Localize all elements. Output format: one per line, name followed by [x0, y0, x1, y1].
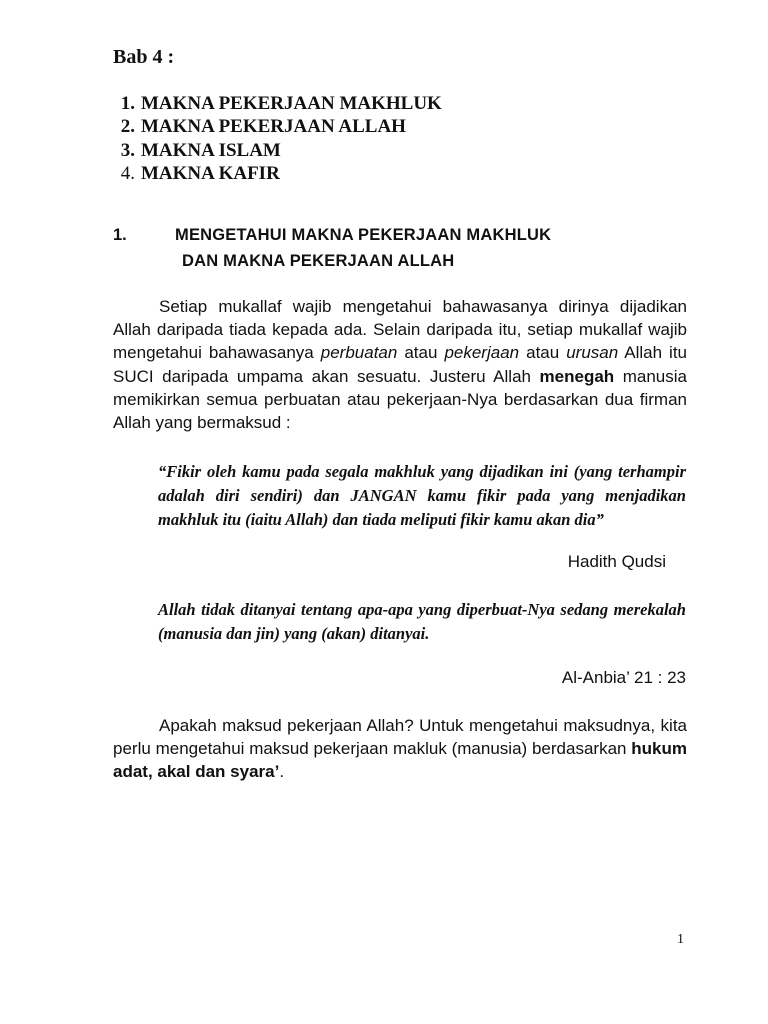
emphasis-text: perbuatan	[320, 343, 398, 363]
text-run: Apakah maksud pekerjaan Allah? Untuk mengetahui maksudnya, kita perlu mengetahui maksud pekerjaan makluk (manusia) berdasarkan	[113, 716, 687, 759]
emphasis-text: pekerjaan	[444, 343, 520, 363]
toc-item-label: MAKNA PEKERJAAN MAKHLUK	[141, 93, 442, 114]
body-paragraph-1	[113, 295, 687, 434]
text-run: atau	[519, 343, 567, 363]
toc-item-number: 3.	[120, 139, 135, 161]
section-number: 1.	[113, 226, 127, 244]
bold-text: hukum adat, akal dan syara’	[113, 739, 687, 782]
chapter-title: Bab 4 :	[113, 46, 175, 68]
text-run: Allah itu SUCI daripada umpama akan sesuatu. Justeru Allah	[113, 343, 688, 386]
quran-quote: Allah tidak ditanyai tentang apa-apa yang diperbuat-Nya sedang merekalah (manusia dan jin) yang (akan) ditanyai.	[158, 600, 686, 643]
text-run: .	[279, 762, 285, 782]
toc-item-number: 4.	[120, 162, 135, 184]
toc-item-label: MAKNA ISLAM	[141, 139, 281, 161]
body-paragraph-2	[113, 714, 687, 784]
hadith-source: Hadith Qudsi	[567, 552, 666, 571]
section-title-line1: MENGETAHUI MAKNA PEKERJAAN MAKHLUK	[175, 226, 552, 244]
table-of-contents	[113, 92, 442, 185]
text-run: atau	[397, 343, 445, 363]
text-run: Setiap mukallaf wajib mengetahui bahawasanya dirinya dijadikan Allah daripada tiada kepada ada. Selain daripada itu, setiap mukallaf wajib mengetahui bahawasanya	[113, 297, 687, 363]
text-run: manusia memikirkan semua perbuatan atau pekerjaan-Nya berdasarkan dua firman Allah yang bermaksud :	[113, 366, 687, 433]
toc-item-label: MAKNA PEKERJAAN ALLAH	[141, 116, 406, 138]
toc-item-number: 2.	[120, 116, 135, 138]
hadith-quote: “Fikir oleh kamu pada segala makhluk yang dijadikan ini (yang terhampir adalah diri sendiri) dan JANGAN kamu fikir pada yang menjadikan makhluk itu (iaitu Allah) dan tiada meliputi fikir kamu akan dia”	[158, 462, 686, 529]
emphasis-text: urusan	[566, 343, 619, 363]
page-number: 1	[677, 932, 684, 947]
toc-item	[113, 115, 442, 138]
toc-item	[113, 139, 442, 162]
bold-text: menegah	[539, 366, 615, 386]
toc-item-number: 1.	[120, 93, 135, 114]
quran-source: Al-Anbia’ 21 : 23	[561, 668, 686, 687]
toc-item	[113, 92, 442, 115]
toc-item	[113, 162, 442, 185]
section-title-line2: DAN MAKNA PEKERJAAN ALLAH	[182, 252, 455, 270]
toc-item-label: MAKNA KAFIR	[141, 162, 280, 184]
